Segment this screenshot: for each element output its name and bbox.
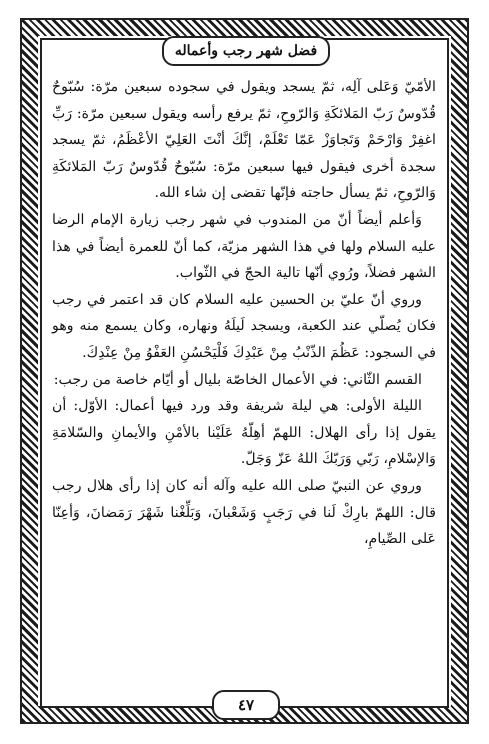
running-header [162,36,330,66]
page-title: فضل شهر رجب وأعماله [174,43,318,59]
body-text [52,74,436,684]
paragraph: الأمّيّ وَعَلى آلِه، ثمّ يسجد ويقول في سجوده سبعين مرّة: سُبّوحٌ قُدّوسٌ رَبّ المَلائكَةِ وَالرّوحِ، ثمّ يرفع رأسه ويقول سبعين مرّة: رَبِّ اغفِرْ وَارْحَمْ وَتَجاوَزْ عَمّا تَعْلَمْ، إنَّكَ أنْتَ العَلِيّ الأعْظَمُ، ثمّ يسجد سجدة أخرى فيقول فيها سبعين مرّة: سُبّوحٌ قُدّوسٌ رَبّ المَلائكَةِ وَالرّوحِ، ثمّ يسأل حاجته فإنّها تقضى إن شاء الله. [52,79,436,202]
paragraph: وروي عن النبيّ صلى الله عليه وآله أنه كان إذا رأى هلال رجب قال: اللهمّ بارِكْ لَنا في رَجَبٍ وَشَعْبانَ، وَبَلِّغْنا شَهْرَ رَمَضانَ، وَأعِنّا عَلى الصِّيامِ، [52,477,436,548]
section-heading: القسم الثّاني: في الأعمال الخاصّة بليال أو أيّام خاصة من رجب: [53,371,422,388]
paragraph: وروي أنّ عليّ بن الحسين عليه السلام كان قد اعتمر في رجب فكان يُصلّي عند الكعبة، ويسجد لَيلَهُ ونهاره، وكان يسمع منه وهو في السجود: عَظُمَ الذّنْبُ مِنْ عَبْدِكَ فَلْيَحْسُنِ العَفْوُ مِنْ عِنْدِكَ. [52,291,436,361]
paragraph: الليلة الأولى: هي ليلة شريفة وقد ورد فيها أعمال: الأوّل: أن يقول إذا رأى الهلال: اللهمّ أهِلّهُ عَلَيْنا بالأمْنِ والأيمانِ والسّلامَةِ وَالإسْلامِ، رَبّي وَرَبّكَ اللهُ عَزّ وَجَلّ. [52,398,436,468]
paragraph: وَأعلم أيضاً أنّ من المندوب في شهر رجب زيارة الإمام الرضا عليه السلام ولها في هذا الشهر مزيّة، كما أنّ للعمرة أيضاً في هذا الشهر فضلاً، ورُوي أنّها تالية الحجّ في الثّواب. [52,211,436,282]
page-number [212,690,280,720]
page-number-label: ٤٧ [237,696,255,714]
